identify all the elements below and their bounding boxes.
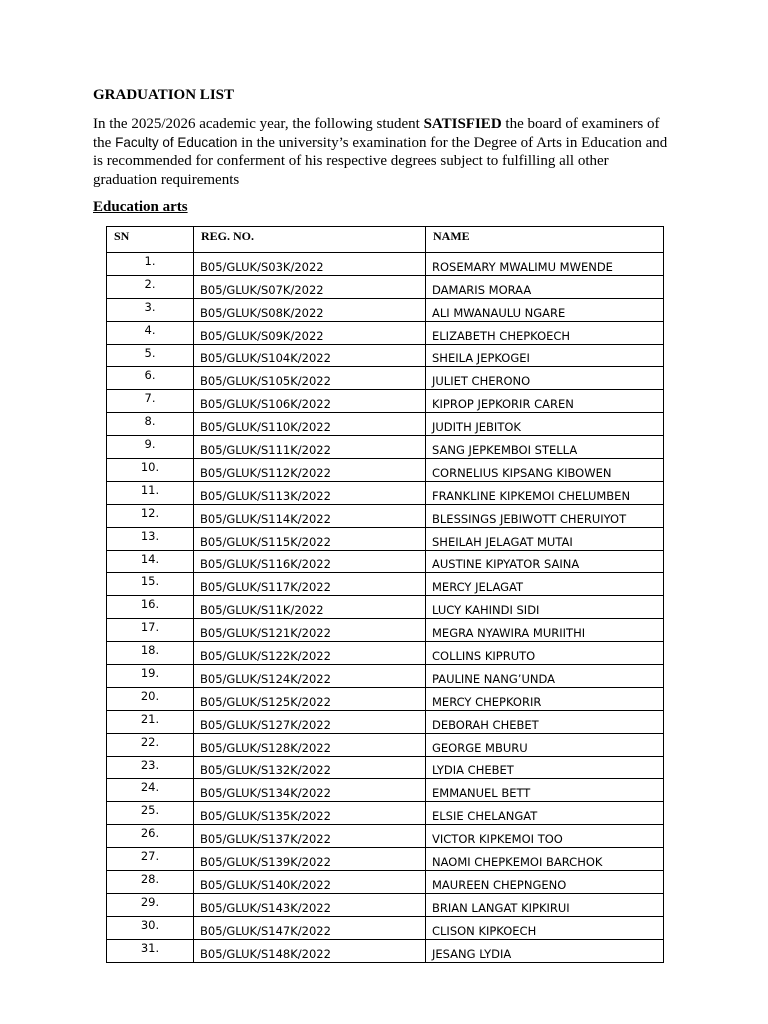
- cell-sn: 26.: [107, 825, 194, 848]
- table-row: [107, 275, 664, 298]
- cell-name: BLESSINGS JEBIWOTT CHERUIYOT: [426, 504, 664, 527]
- cell-sn: 3.: [107, 298, 194, 321]
- table-row: [107, 825, 664, 848]
- table-row: [107, 298, 664, 321]
- cell-sn: 7.: [107, 390, 194, 413]
- cell-reg-no: B05/GLUK/S106K/2022: [194, 390, 426, 413]
- cell-name: COLLINS KIPRUTO: [426, 642, 664, 665]
- cell-sn: 9.: [107, 436, 194, 459]
- cell-sn: 12.: [107, 504, 194, 527]
- intro-emphasis: SATISFIED: [423, 116, 502, 132]
- cell-name: VICTOR KIPKEMOI TOO: [426, 825, 664, 848]
- cell-sn: 8.: [107, 413, 194, 436]
- table-header-row: [107, 227, 664, 253]
- cell-name: ALI MWANAULU NGARE: [426, 298, 664, 321]
- cell-sn: 4.: [107, 321, 194, 344]
- cell-reg-no: B05/GLUK/S121K/2022: [194, 619, 426, 642]
- cell-sn: 6.: [107, 367, 194, 390]
- table-row: [107, 756, 664, 779]
- cell-reg-no: B05/GLUK/S11K/2022: [194, 596, 426, 619]
- cell-sn: 21.: [107, 710, 194, 733]
- cell-name: DAMARIS MORAA: [426, 275, 664, 298]
- cell-name: SHEILA JEPKOGEI: [426, 344, 664, 367]
- intro-faculty: Faculty of Education: [115, 134, 238, 150]
- table-row: [107, 573, 664, 596]
- table-row: [107, 642, 664, 665]
- cell-reg-no: B05/GLUK/S116K/2022: [194, 550, 426, 573]
- cell-reg-no: B05/GLUK/S105K/2022: [194, 367, 426, 390]
- cell-sn: 15.: [107, 573, 194, 596]
- cell-name: NAOMI CHEPKEMOI BARCHOK: [426, 848, 664, 871]
- intro-text-2: the board of examiners of the: [93, 116, 660, 151]
- table-row: [107, 344, 664, 367]
- cell-reg-no: B05/GLUK/S115K/2022: [194, 527, 426, 550]
- cell-sn: 11.: [107, 481, 194, 504]
- cell-name: SANG JEPKEMBOI STELLA: [426, 436, 664, 459]
- table-row: [107, 779, 664, 802]
- cell-name: JUDITH JEBITOK: [426, 413, 664, 436]
- cell-reg-no: B05/GLUK/S114K/2022: [194, 504, 426, 527]
- cell-sn: 22.: [107, 733, 194, 756]
- cell-sn: 25.: [107, 802, 194, 825]
- table-row: [107, 802, 664, 825]
- cell-reg-no: B05/GLUK/S110K/2022: [194, 413, 426, 436]
- cell-reg-no: B05/GLUK/S127K/2022: [194, 710, 426, 733]
- table-row: [107, 893, 664, 916]
- cell-sn: 20.: [107, 687, 194, 710]
- cell-reg-no: B05/GLUK/S07K/2022: [194, 275, 426, 298]
- header-sn: SN: [107, 227, 194, 253]
- table-row: [107, 550, 664, 573]
- cell-reg-no: B05/GLUK/S111K/2022: [194, 436, 426, 459]
- cell-name: BRIAN LANGAT KIPKIRUI: [426, 893, 664, 916]
- cell-name: ELSIE CHELANGAT: [426, 802, 664, 825]
- table-row: [107, 939, 664, 962]
- cell-sn: 5.: [107, 344, 194, 367]
- cell-name: MERCY JELAGAT: [426, 573, 664, 596]
- table-row: [107, 367, 664, 390]
- cell-reg-no: B05/GLUK/S140K/2022: [194, 871, 426, 894]
- cell-reg-no: B05/GLUK/S134K/2022: [194, 779, 426, 802]
- cell-reg-no: B05/GLUK/S143K/2022: [194, 893, 426, 916]
- cell-sn: 31.: [107, 939, 194, 962]
- cell-reg-no: B05/GLUK/S112K/2022: [194, 459, 426, 482]
- cell-name: LUCY KAHINDI SIDI: [426, 596, 664, 619]
- table-row: [107, 733, 664, 756]
- cell-reg-no: B05/GLUK/S09K/2022: [194, 321, 426, 344]
- document-title: GRADUATION LIST: [93, 87, 234, 103]
- table-row: [107, 253, 664, 276]
- intro-text-3: in the university’s examination for the Degree of Arts in Education and is recommended for conferment of his respective degrees subject to fulfilling all other graduation requirements: [93, 134, 668, 188]
- cell-name: MERCY CHEPKORIR: [426, 687, 664, 710]
- cell-sn: 28.: [107, 871, 194, 894]
- cell-name: JESANG LYDIA: [426, 939, 664, 962]
- table-row: [107, 390, 664, 413]
- cell-name: FRANKLINE KIPKEMOI CHELUMBEN: [426, 481, 664, 504]
- graduation-table: [106, 226, 664, 963]
- cell-name: MAUREEN CHEPNGENO: [426, 871, 664, 894]
- cell-reg-no: B05/GLUK/S132K/2022: [194, 756, 426, 779]
- cell-reg-no: B05/GLUK/S128K/2022: [194, 733, 426, 756]
- table-row: [107, 504, 664, 527]
- cell-name: LYDIA CHEBET: [426, 756, 664, 779]
- cell-sn: 27.: [107, 848, 194, 871]
- cell-sn: 18.: [107, 642, 194, 665]
- cell-reg-no: B05/GLUK/S122K/2022: [194, 642, 426, 665]
- cell-sn: 1.: [107, 253, 194, 276]
- table-row: [107, 871, 664, 894]
- cell-sn: 13.: [107, 527, 194, 550]
- cell-sn: 14.: [107, 550, 194, 573]
- cell-sn: 30.: [107, 916, 194, 939]
- cell-name: EMMANUEL BETT: [426, 779, 664, 802]
- cell-reg-no: B05/GLUK/S137K/2022: [194, 825, 426, 848]
- table-row: [107, 665, 664, 688]
- cell-name: SHEILAH JELAGAT MUTAI: [426, 527, 664, 550]
- cell-sn: 16.: [107, 596, 194, 619]
- intro-paragraph: [93, 115, 668, 189]
- cell-name: GEORGE MBURU: [426, 733, 664, 756]
- table-row: [107, 459, 664, 482]
- cell-reg-no: B05/GLUK/S03K/2022: [194, 253, 426, 276]
- cell-sn: 29.: [107, 893, 194, 916]
- table-row: [107, 710, 664, 733]
- cell-name: ROSEMARY MWALIMU MWENDE: [426, 253, 664, 276]
- table-row: [107, 527, 664, 550]
- cell-reg-no: B05/GLUK/S117K/2022: [194, 573, 426, 596]
- table-row: [107, 436, 664, 459]
- cell-reg-no: B05/GLUK/S113K/2022: [194, 481, 426, 504]
- table-row: [107, 916, 664, 939]
- cell-reg-no: B05/GLUK/S08K/2022: [194, 298, 426, 321]
- cell-reg-no: B05/GLUK/S125K/2022: [194, 687, 426, 710]
- cell-name: PAULINE NANG’UNDA: [426, 665, 664, 688]
- cell-sn: 24.: [107, 779, 194, 802]
- cell-reg-no: B05/GLUK/S124K/2022: [194, 665, 426, 688]
- cell-name: AUSTINE KIPYATOR SAINA: [426, 550, 664, 573]
- table-body: [107, 253, 664, 963]
- cell-reg-no: B05/GLUK/S148K/2022: [194, 939, 426, 962]
- cell-reg-no: B05/GLUK/S135K/2022: [194, 802, 426, 825]
- cell-name: CORNELIUS KIPSANG KIBOWEN: [426, 459, 664, 482]
- cell-name: CLISON KIPKOECH: [426, 916, 664, 939]
- cell-sn: 19.: [107, 665, 194, 688]
- cell-name: MEGRA NYAWIRA MURIITHI: [426, 619, 664, 642]
- cell-name: JULIET CHERONO: [426, 367, 664, 390]
- cell-reg-no: B05/GLUK/S104K/2022: [194, 344, 426, 367]
- table-row: [107, 596, 664, 619]
- cell-sn: 10.: [107, 459, 194, 482]
- table-row: [107, 413, 664, 436]
- cell-name: DEBORAH CHEBET: [426, 710, 664, 733]
- cell-name: KIPROP JEPKORIR CAREN: [426, 390, 664, 413]
- cell-sn: 23.: [107, 756, 194, 779]
- cell-name: ELIZABETH CHEPKOECH: [426, 321, 664, 344]
- cell-sn: 17.: [107, 619, 194, 642]
- header-reg-no: REG. NO.: [194, 227, 426, 253]
- cell-reg-no: B05/GLUK/S139K/2022: [194, 848, 426, 871]
- table-row: [107, 481, 664, 504]
- table-row: [107, 321, 664, 344]
- cell-reg-no: B05/GLUK/S147K/2022: [194, 916, 426, 939]
- header-name: NAME: [426, 227, 664, 253]
- table-row: [107, 619, 664, 642]
- cell-sn: 2.: [107, 275, 194, 298]
- section-title: Education arts: [93, 199, 188, 215]
- intro-text-1: In the 2025/2026 academic year, the following student: [93, 116, 424, 132]
- table-row: [107, 848, 664, 871]
- table-row: [107, 687, 664, 710]
